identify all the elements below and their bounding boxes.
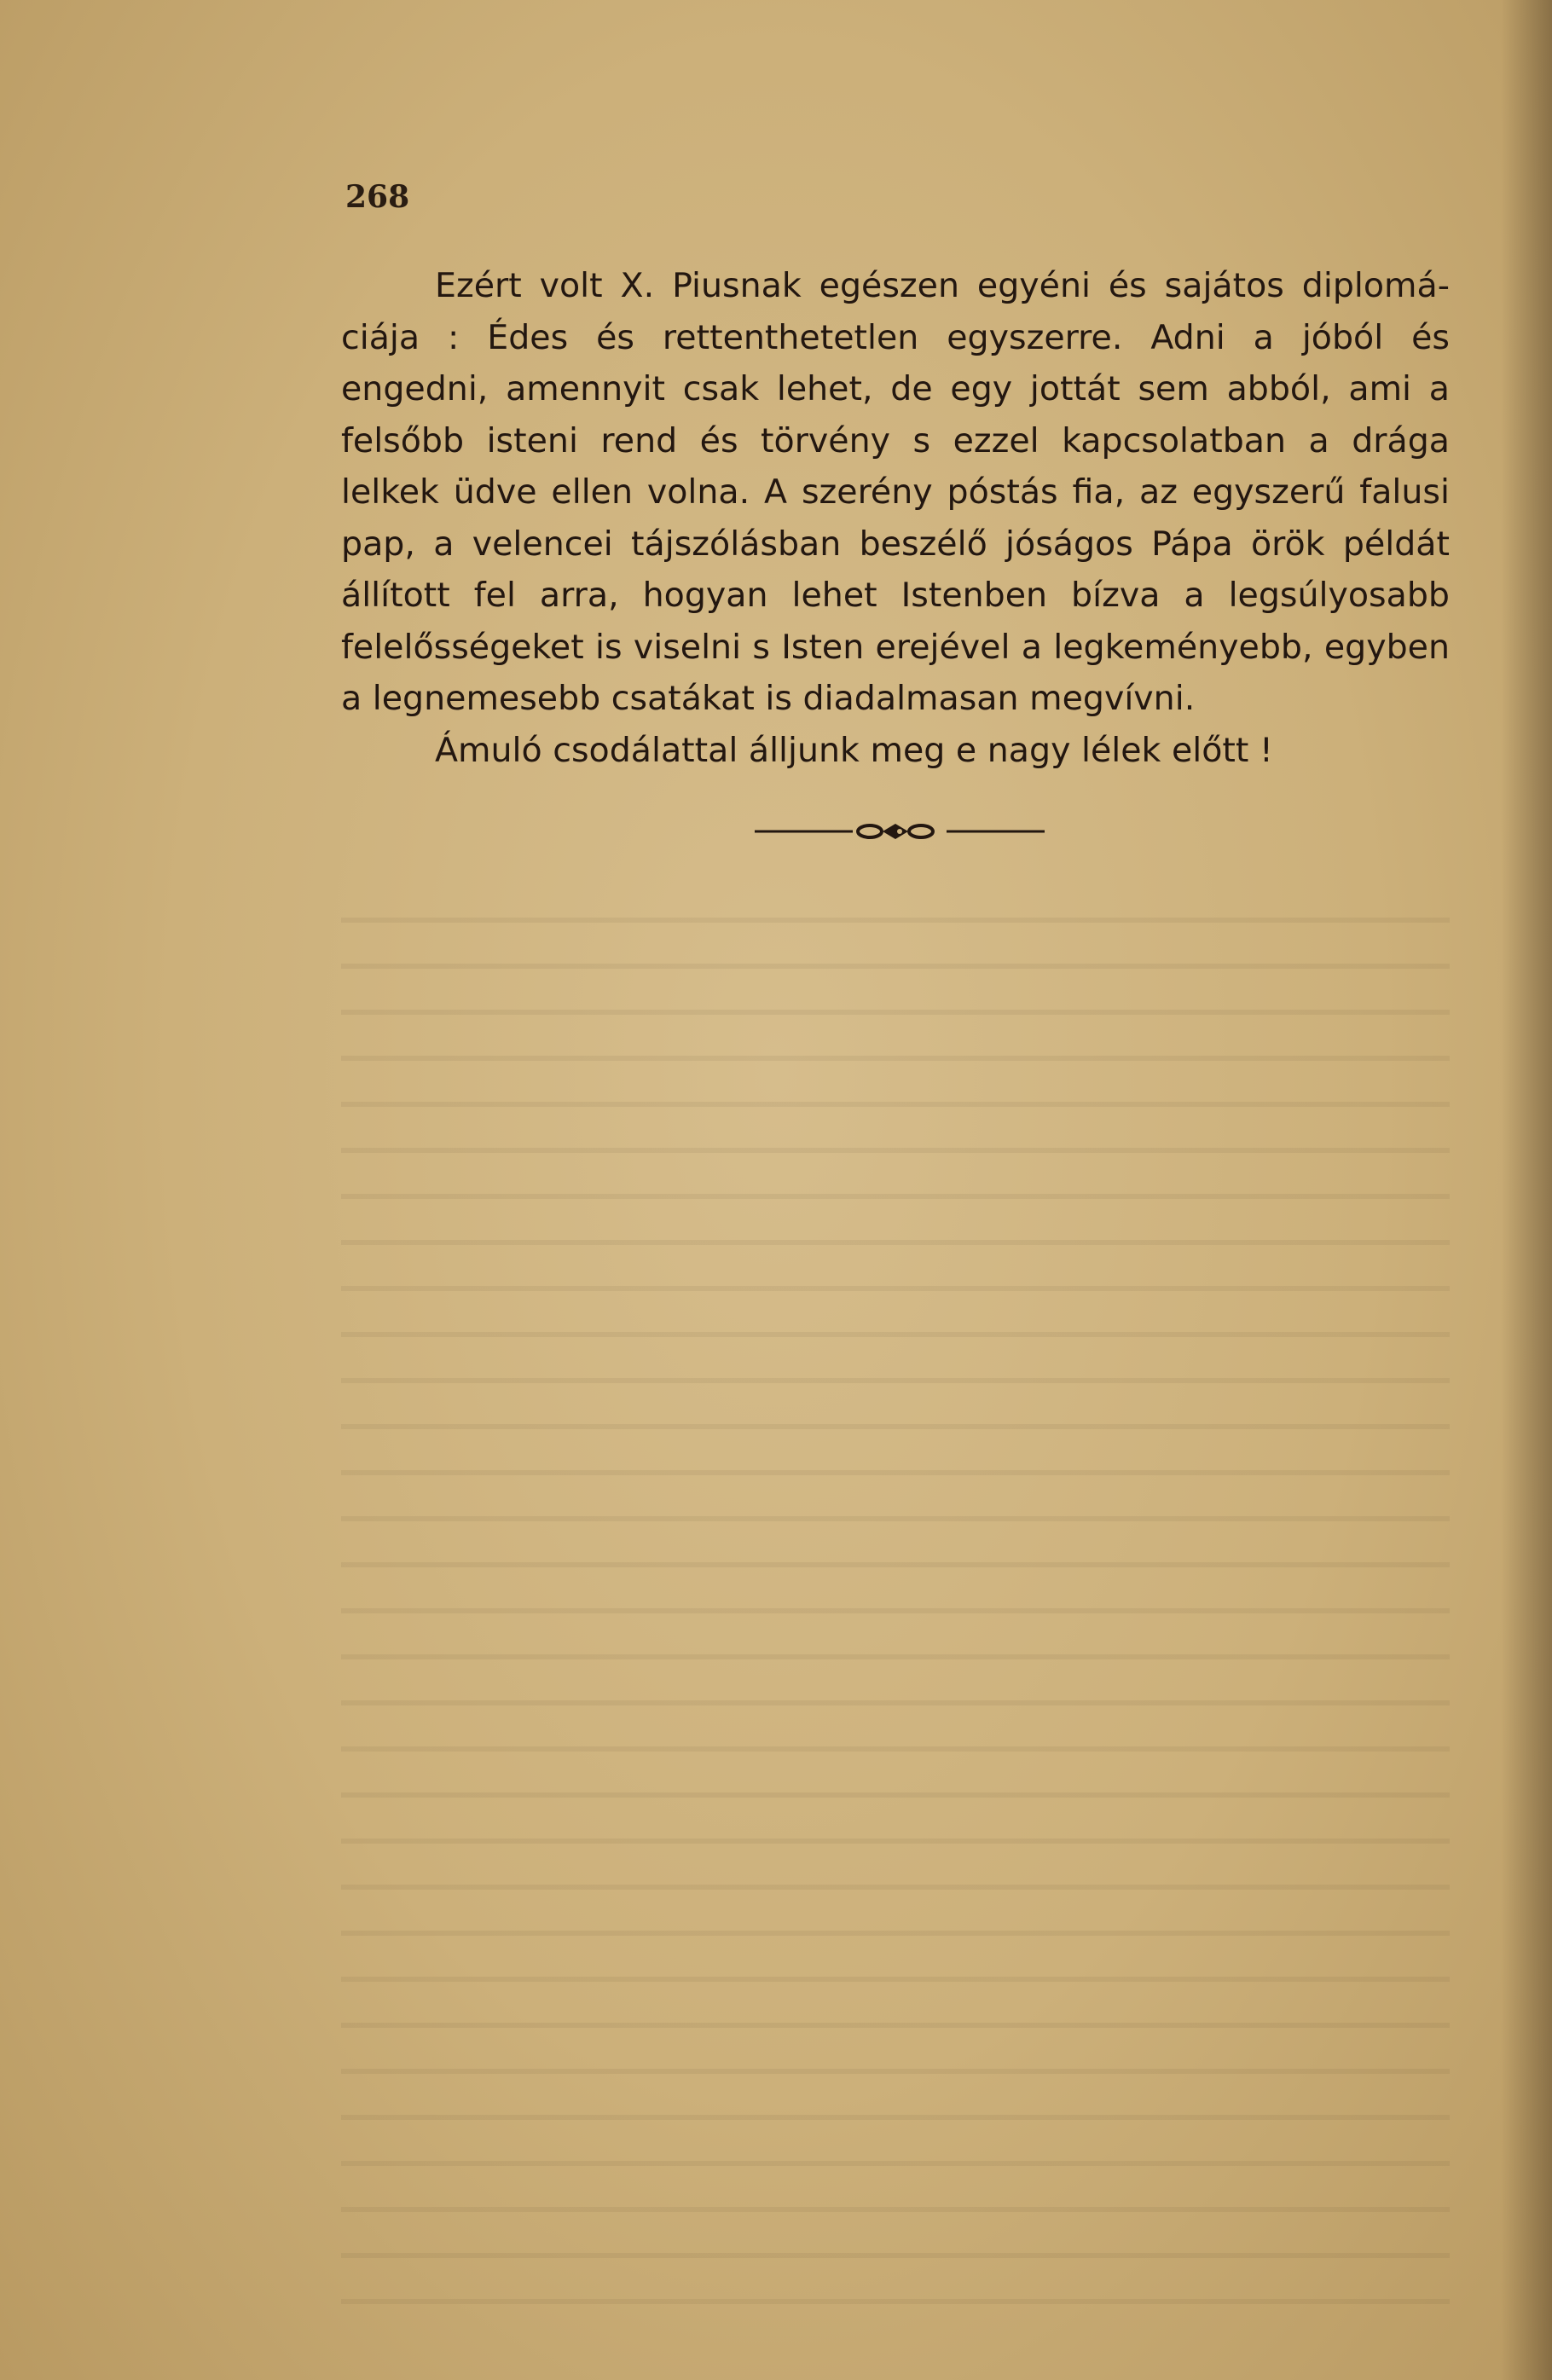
paragraph-2: Ámuló csodálattal álljunk meg e nagy lélek előtt !	[435, 730, 1273, 770]
divider-ornament-icon	[755, 819, 1045, 844]
body-text	[341, 260, 1450, 776]
paragraph-1: Ezért volt X. Piusnak egészen egyéni és sajátos diplomáciája : Édes és rettenthetetlen egyszerre. Adni a jóból és engedni, amennyit csak lehet, de egy jottát sem abból, ami a felsőbb isteni rend és törvény s ezzel kapcsolatban a drága lelkek üdve ellen volna. A szerény póstás fia, az egyszerű falusi pap, a velencei tájszólásban beszélő jóságos Pápa örök példát állított fel arra, hogyan lehet Istenben bízva a legsúlyosabb felelősségeket is viselni s Isten erejével a legkeményebb, egyben a legnemesebb csatákat is diadalmasan megvívni.	[341, 266, 1450, 718]
bleed-through-texture	[341, 887, 1450, 2337]
page-edge-shadow	[1501, 0, 1552, 2380]
page-number: 268	[345, 179, 410, 215]
